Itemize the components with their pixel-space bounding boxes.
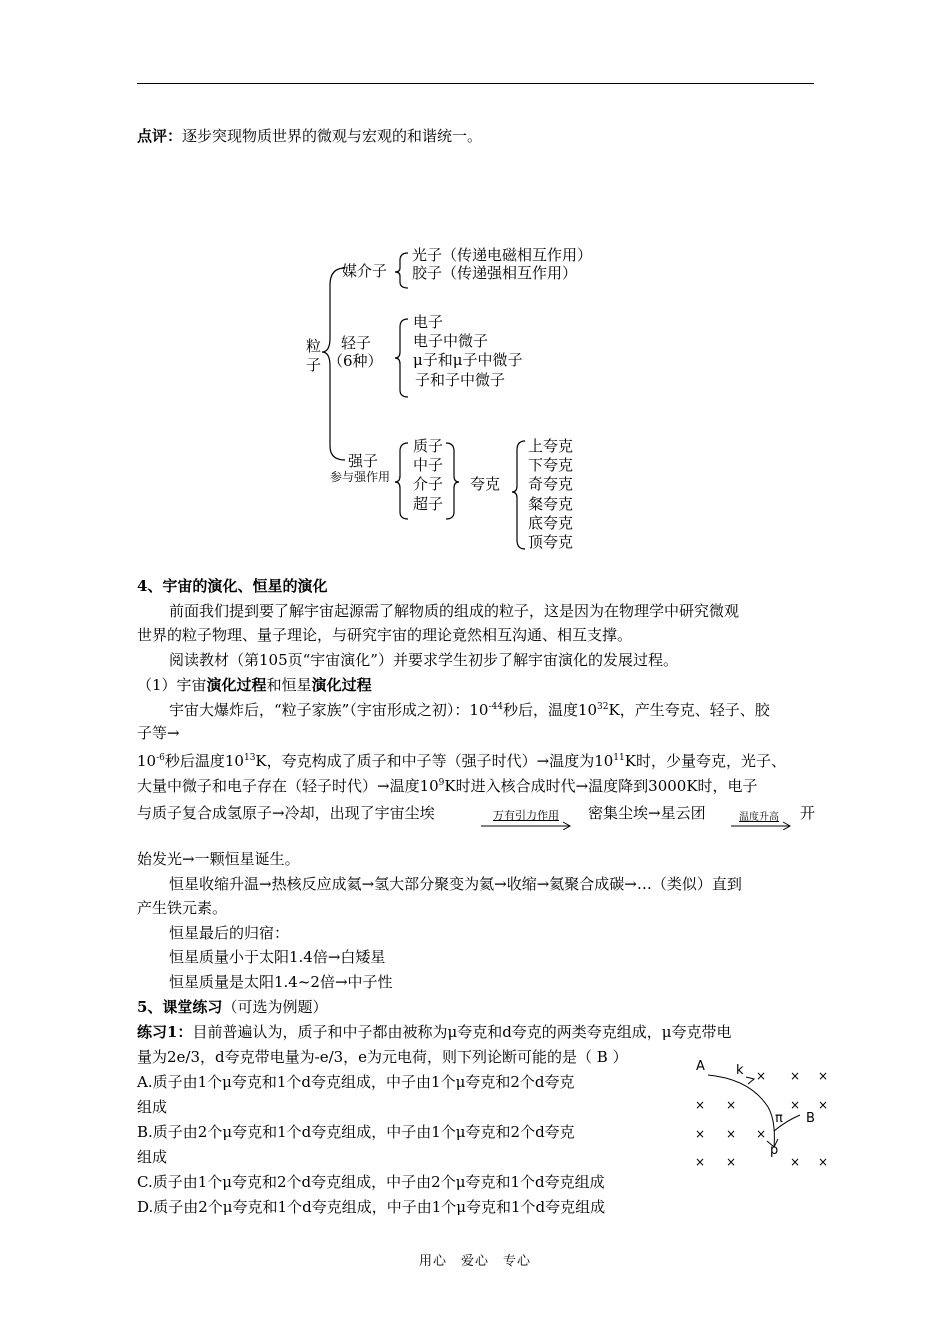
section4-title: 4、宇宙的演化、恒星的演化 — [137, 577, 328, 595]
field-cross: × — [818, 1155, 829, 1169]
evolution-line: 恒星收缩升温→热核反应成氦→氢大部分聚变为氦→收缩→氦聚合成碳→…（类似）直到 — [169, 875, 742, 893]
section5-title-note: （可选为例题） — [222, 998, 328, 1016]
label-p: p — [770, 1143, 779, 1158]
evolution-line: 始发光→一颗恒星诞生。 — [137, 850, 300, 868]
lepton-item: 子和子中微子 — [415, 371, 506, 389]
evolution-line: 恒星质量是太阳1.4~2倍→中子性 — [169, 973, 393, 991]
field-cross: × — [695, 1098, 706, 1112]
field-cross: × — [726, 1098, 737, 1112]
superscript: -6 — [156, 753, 165, 763]
arrow-label-gravity: 万有引力作用 — [493, 809, 559, 822]
option-b-cont: 组成 — [137, 1148, 168, 1166]
evolution-line — [137, 752, 814, 771]
lepton-sublabel: （6种） — [328, 352, 383, 370]
text-run: 秒后，温度10 — [502, 701, 598, 719]
question-line: 量为2e/3，d夸克带电量为-e/3，e为元电荷，则下列论断可能的是（ B ） — [137, 1048, 628, 1066]
question-text: 目前普遍认为，质子和中子都由被称为μ夸克和d夸克的两类夸克组成，μ夸克带电 — [192, 1023, 732, 1041]
section4-paragraph: 阅读教材（第105页“宇宙演化”）并要求学生初步了解宇宙演化的发展过程。 — [169, 651, 678, 669]
field-cross: × — [756, 1127, 767, 1141]
field-cross: × — [726, 1127, 737, 1141]
hadron-item: 中子 — [413, 456, 444, 474]
option-c: C.质子由1个μ夸克和2个d夸克组成，中子由2个μ夸克和1个d夸克组成 — [137, 1173, 605, 1191]
diagram-root-top: 粒 — [306, 337, 322, 355]
superscript: 32 — [597, 702, 609, 712]
text-run: K时，少量夸克，光子、 — [624, 752, 786, 770]
field-cross: × — [818, 1069, 829, 1083]
arrow-label-heating: 温度升高 — [739, 812, 779, 823]
subsection-bold: 演化过程 — [206, 676, 267, 694]
magnetic-field-figure — [690, 1055, 835, 1170]
comment-label: 点评： — [137, 127, 183, 145]
subsection-mid: 和恒星 — [266, 676, 312, 694]
quark-item: 上夸克 — [528, 437, 574, 455]
quark-item: 顶夸克 — [528, 533, 574, 551]
subsection-title — [137, 676, 814, 695]
option-b: B.质子由2个μ夸克和1个d夸克组成，中子由1个μ夸克和2个d夸克 — [137, 1123, 575, 1141]
mediator-item: 光子（传递电磁相互作用） — [412, 246, 593, 264]
quark-label: 夸克 — [470, 475, 501, 493]
diagram-root-bottom: 子 — [306, 356, 322, 374]
field-cross: × — [726, 1155, 737, 1169]
quark-item: 底夸克 — [528, 514, 574, 532]
field-cross: × — [790, 1155, 801, 1169]
right-arrow-icon — [481, 820, 573, 830]
mediator-label: 媒介子 — [342, 262, 388, 280]
subsection-prefix: （1）宇宙 — [137, 676, 207, 694]
page-footer: 用心 爱心 专心 — [418, 1254, 531, 1269]
label-k: k — [736, 1063, 744, 1078]
label-pi: π — [775, 1111, 783, 1126]
lepton-item: μ子和μ子中微子 — [413, 351, 523, 369]
section4-paragraph: 世界的粒子物理、量子理论，与研究宇宙的理论竟然相互沟通、相互支撑。 — [137, 626, 633, 644]
section5-title-text: 5、课堂练习 — [137, 998, 223, 1016]
field-cross: × — [695, 1155, 706, 1169]
text-run: K时进入核合成时代→温度降到3000K时，电子 — [444, 777, 758, 795]
hadron-item: 质子 — [413, 437, 444, 455]
superscript: -44 — [488, 702, 503, 712]
field-cross: × — [790, 1098, 801, 1112]
label-a: A — [696, 1059, 705, 1074]
evolution-line-cont: 密集尘埃→星云团 — [588, 804, 706, 822]
question-label: 练习1： — [137, 1023, 193, 1041]
text-run: 秒后温度10 — [164, 752, 244, 770]
evolution-line: 子等→ — [137, 724, 180, 742]
superscript: 13 — [243, 753, 256, 763]
field-cross: × — [790, 1069, 801, 1083]
option-a: A.质子由1个μ夸克和1个d夸克组成，中子由1个μ夸克和2个d夸克 — [137, 1073, 575, 1091]
lepton-label: 轻子 — [341, 334, 372, 352]
text-run: 宇宙大爆炸后，“粒子家族”（宇宙形成之初）：10 — [169, 701, 489, 719]
hadron-item: 超子 — [413, 495, 444, 513]
text-run: K，产生夸克、轻子、胶 — [608, 701, 770, 719]
text-run: 大量中微子和电子存在（轻子时代）→温度10 — [137, 777, 439, 795]
question-line — [137, 1023, 814, 1042]
field-cross: × — [756, 1069, 767, 1083]
evolution-line: 恒星质量小于太阳1.4倍→白矮星 — [169, 948, 386, 966]
text-run: K，夸克构成了质子和中子等（强子时代）→温度为10 — [255, 752, 614, 770]
hadron-sublabel: 参与强作用 — [330, 470, 391, 484]
lepton-item: 电子 — [413, 313, 444, 331]
evolution-line: 产生铁元素。 — [137, 899, 228, 917]
section5-title — [137, 998, 814, 1017]
mediator-item: 胶子（传递强相互作用） — [412, 264, 578, 282]
field-cross: × — [695, 1127, 706, 1141]
text-run: 10 — [137, 752, 157, 770]
evolution-line — [137, 777, 814, 796]
superscript: 9 — [438, 778, 445, 788]
comment-text: 逐步突现物质世界的微观与宏观的和谐统一。 — [182, 127, 483, 145]
hadron-label: 强子 — [348, 452, 379, 470]
option-a-cont: 组成 — [137, 1098, 168, 1116]
hadron-item: 介子 — [413, 475, 444, 493]
section4-paragraph: 前面我们提到要了解宇宙起源需了解物质的组成的粒子，这是因为在物理学中研究微观 — [169, 602, 740, 620]
evolution-line — [137, 701, 814, 720]
superscript: 11 — [613, 753, 625, 763]
evolution-line — [137, 804, 814, 823]
quark-item: 下夸克 — [528, 456, 574, 474]
lepton-item: 电子中微子 — [413, 332, 489, 350]
subsection-bold: 演化过程 — [311, 676, 372, 694]
quark-item: 粲夸克 — [528, 495, 574, 513]
field-cross: × — [818, 1098, 829, 1112]
label-b: B — [806, 1111, 815, 1126]
quark-item: 奇夸克 — [528, 475, 574, 493]
evolution-line-cont: 开 — [800, 804, 816, 822]
right-arrow-icon — [731, 820, 793, 830]
evolution-line: 恒星最后的归宿： — [169, 924, 290, 942]
text-run: 与质子复合成氢原子→冷却，出现了宇宙尘埃 — [137, 804, 435, 822]
option-d: D.质子由2个μ夸克和1个d夸克组成，中子由1个μ夸克和1个d夸克组成 — [137, 1198, 606, 1216]
